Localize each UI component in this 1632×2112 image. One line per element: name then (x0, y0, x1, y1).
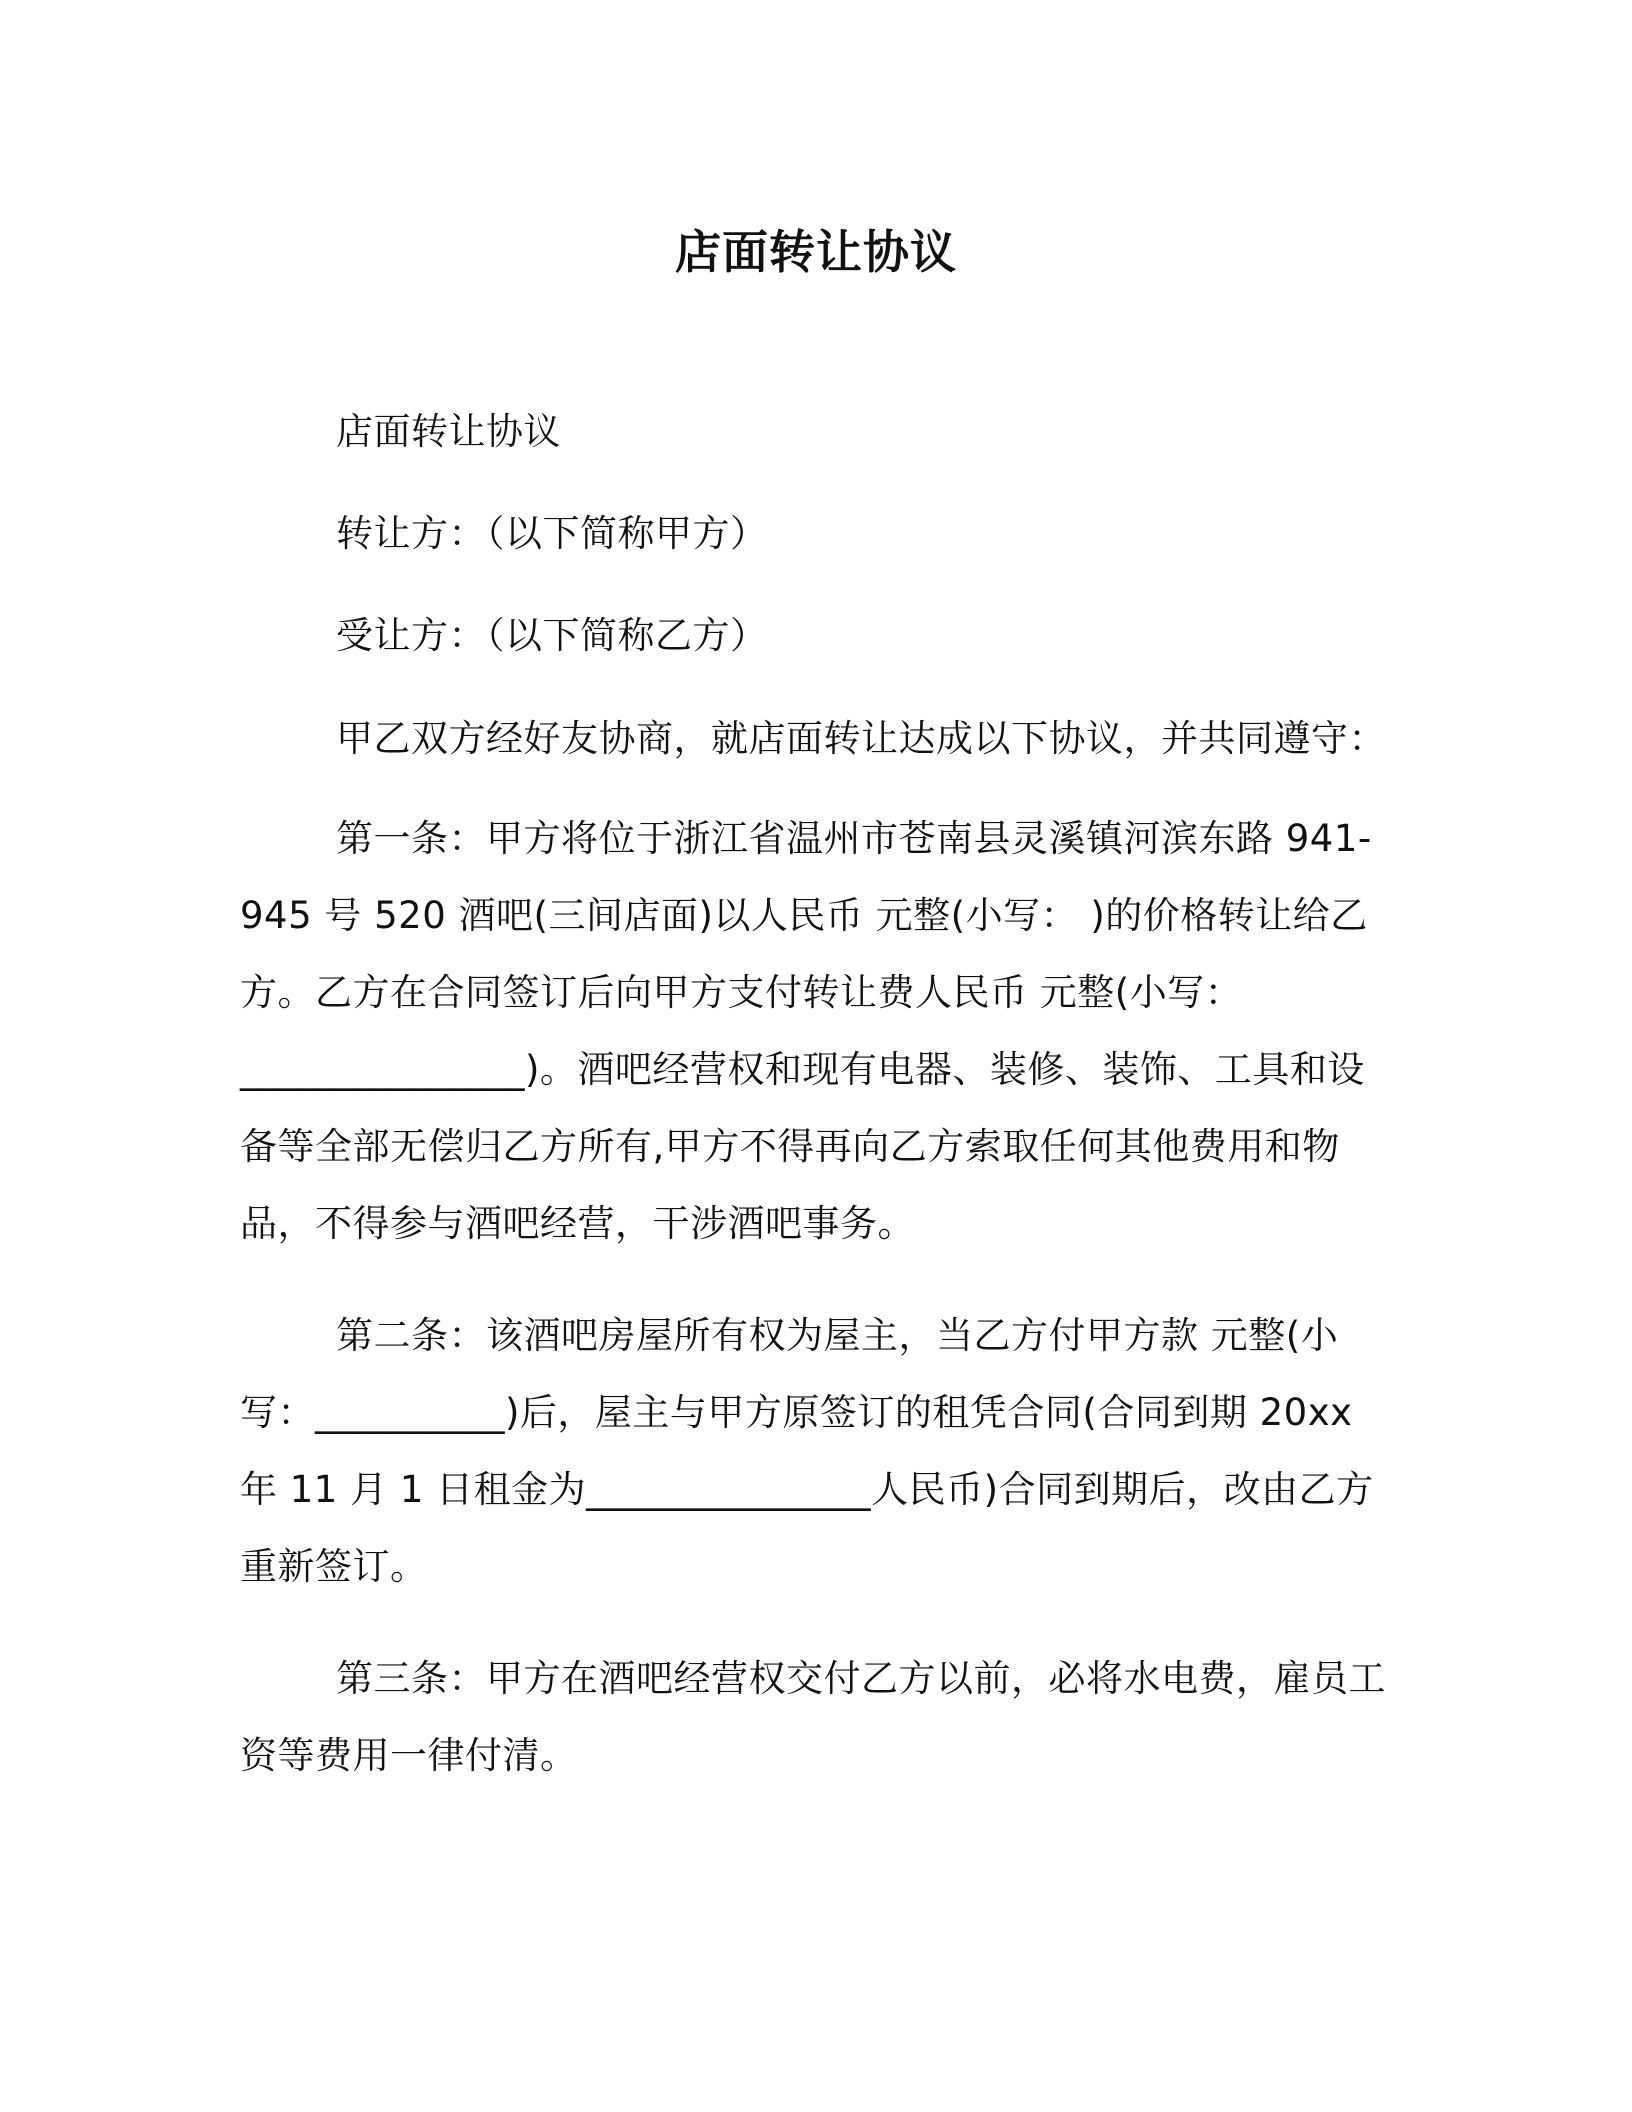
transferee-paragraph: 受让方：（以下简称乙方） (336, 614, 768, 657)
transferor-paragraph: 转让方：（以下简称甲方） (336, 512, 768, 555)
subtitle-paragraph: 店面转让协议 (336, 410, 561, 453)
intro-paragraph: 甲乙双方经好友协商，就店面转让达成以下协议，并共同遵守： (336, 717, 1386, 760)
document-title: 店面转让协议 (675, 225, 957, 279)
article-2-paragraph: 第二条：该酒吧房屋所有权为屋主，当乙方付甲方款 元整(小写：__________)后，屋主与甲方原签订的租凭合同(合同到期 20xx 年 11 月 1 日租金为_______________人民币)合同到期后，改由乙方重新签订。 (240, 1314, 1374, 1588)
article-1-paragraph: 第一条：甲方将位于浙江省温州市苍南县灵溪镇河滨东路 941-945 号 520 酒吧(三间店面)以人民币 元整(小写： )的价格转让给乙方。乙方在合同签订后向甲方支付转让费人民币 元整(小写：_______________)。酒吧经营权和现有电器、装修、装饰、工具和设备等全部无偿归乙方所有,甲方不得再向乙方索取任何其他费用和物品，不得参与酒吧经营，干涉酒吧事务。 (240, 817, 1372, 1245)
article-3-paragraph: 第三条：甲方在酒吧经营权交付乙方以前，必将水电费，雇员工资等费用一律付清。 (240, 1657, 1386, 1777)
